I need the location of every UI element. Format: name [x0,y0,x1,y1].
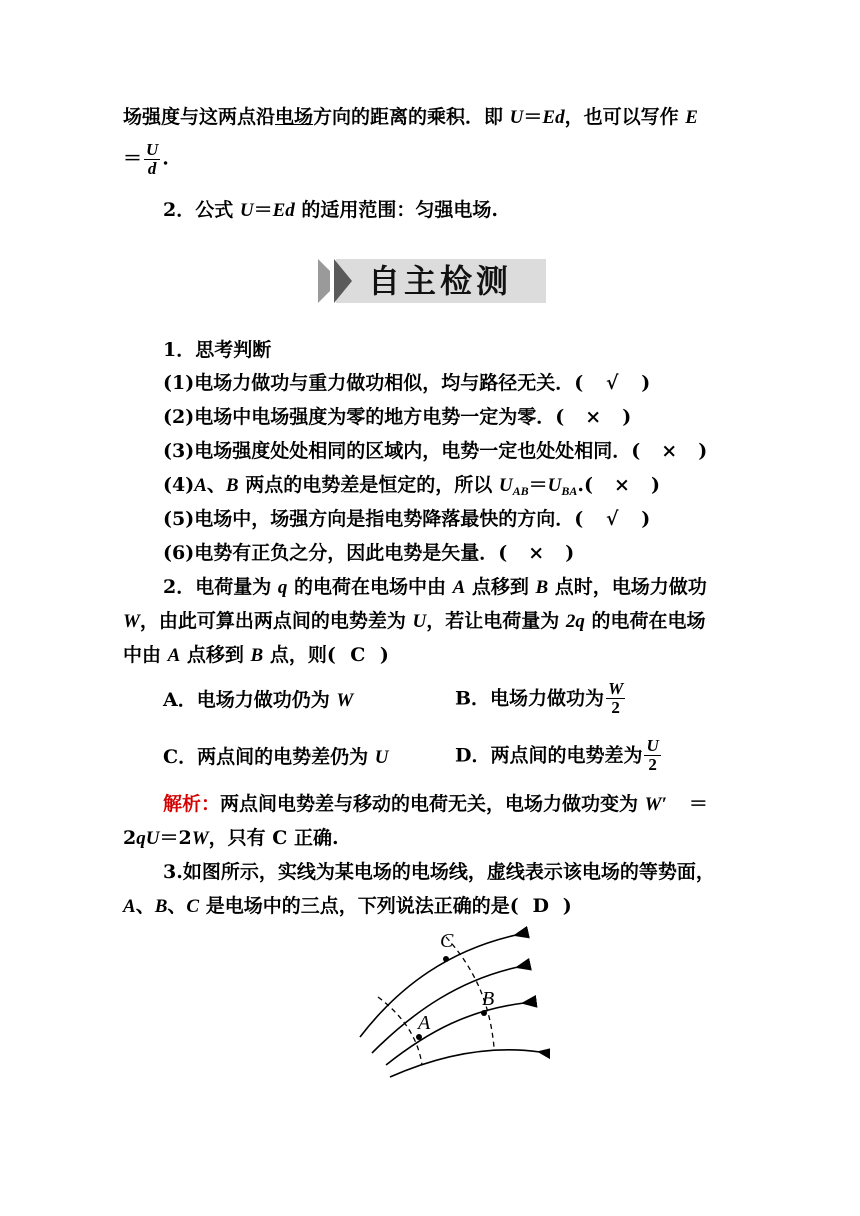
answer-mark: × [613,474,630,496]
field-line-1 [360,935,516,1037]
point-a [416,1034,422,1040]
fraction-u-over-d: $\frac{U}{d}$ [146,140,159,178]
q1-item-4: (4)A、B 两点的电势差是恒定的，所以 $U_{AB}=U_{BA}$.( × ) [163,474,660,498]
point-b [481,1010,487,1016]
q1-item-5: (5)电场中，场强方向是指电势降落最快的方向．( √ ) [163,508,651,530]
intro-item-2: 2．公式 U＝Ed 的适用范围：匀强电场. [163,199,499,221]
q1-item-2: (2)电场中电场强度为零的地方电势一定为零．( × ) [163,406,632,428]
answer-mark: √ [605,508,619,530]
q1-item-6: (6)电势有正负之分，因此电势是矢量．( × ) [163,542,575,564]
q2-option-a: A．电场力做功仍为 W [163,689,354,711]
answer-choice: D [532,895,549,917]
fraction-w-over-2: $\frac{W}{2}$ [608,679,624,717]
q2-line-1: 2．电荷量为 q 的电荷在电场中由 A 点移到 B 点时，电场力做功 [163,576,707,598]
answer-mark: × [528,542,545,564]
banner-title: 自主检测 [368,262,513,300]
q2-option-b: B．电场力做功为 $\frac{W}{2}$ [455,679,624,717]
point-c [443,956,449,962]
q2-option-d: D．两点间的电势差为 $\frac{U}{2}$ [455,736,659,774]
q3-line-1: 3.如图所示，实线为某电场的电场线，虚线表示该电场的等势面， [163,861,715,883]
field-line-4 [390,1050,540,1077]
label-b: B [482,988,495,1010]
intro-line-2: ＝ $\frac{U}{d}$ . [123,140,169,178]
q2-line-3: 中由 A 点移到 B 点，则( C ) [123,644,389,666]
underlined-term: 电场 [275,106,314,128]
answer-mark: × [661,440,678,462]
electric-field-diagram [350,925,550,1085]
intro-line-1: 场强度与这两点沿电场方向的距离的乘积．即 U＝Ed，也可以写作 E [123,106,698,128]
banner-arrow-inner [334,259,352,303]
q2-option-c: C．两点间的电势差仍为 U [163,746,389,768]
fraction-u-over-2: $\frac{U}{2}$ [646,736,659,774]
label-c: C [440,930,454,952]
q1-item-3: (3)电场强度处处相同的区域内，电势一定也处处相同．( × ) [163,440,708,462]
q1-heading: 1．思考判断 [163,339,272,361]
answer-mark: × [585,406,602,428]
q1-item-1: (1)电场力做功与重力做功相似，均与路径无关．( √ ) [163,372,651,394]
q2-analysis-line-1: 解析：两点间电势差与移动的电荷无关，电场力做功变为 W′ ＝ [163,793,708,815]
answer-choice: C [350,644,366,666]
analysis-label: 解析： [163,793,221,815]
q2-analysis-line-2: 2qU＝2W，只有 C 正确. [123,827,339,849]
q2-line-2: W，由此可算出两点间的电势差为 U，若让电荷量为 2q 的电荷在电场 [123,610,706,632]
q3-line-2: A、B、C 是电场中的三点，下列说法正确的是( D ) [123,895,572,917]
section-banner [318,259,546,303]
label-a: A [418,1012,431,1034]
answer-mark: √ [605,372,619,394]
